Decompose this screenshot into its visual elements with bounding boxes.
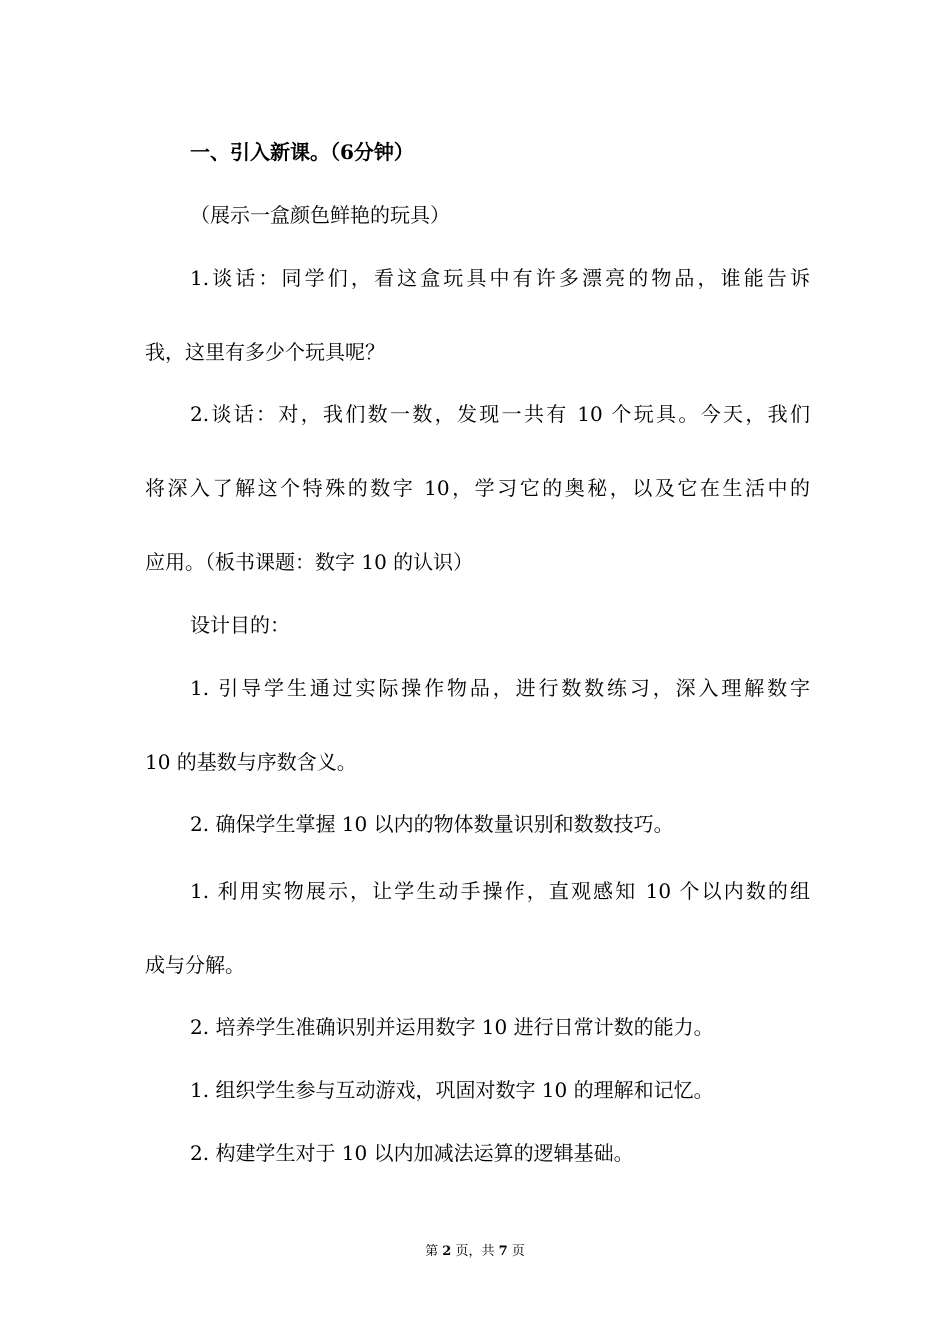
paragraph-talk-1-line-1: 1.谈话：同学们，看这盒玩具中有许多漂亮的物品，谁能告诉 — [190, 266, 810, 290]
paragraph-goal-3-line-2: 成与分解。 — [145, 953, 245, 977]
paragraph-goal-1-line-2: 10 的基数与序数含义。 — [145, 750, 357, 774]
paragraph-talk-1-line-2: 我，这里有多少个玩具呢？ — [145, 340, 385, 364]
paragraph-talk-2-line-2: 将深入了解这个特殊的数字 10，学习它的奥秘，以及它在生活中的 — [145, 476, 810, 500]
paragraph-goal-5: 1. 组织学生参与互动游戏，巩固对数字 10 的理解和记忆。 — [190, 1078, 714, 1102]
paragraph-toy-display: （展示一盒颜色鲜艳的玩具） — [190, 203, 450, 227]
paragraph-design-purpose: 设计目的： — [190, 613, 290, 637]
section-heading: 一、引入新课。（6分钟） — [190, 140, 414, 164]
footer-middle: 页，共 — [455, 1244, 495, 1259]
paragraph-goal-4: 2. 培养学生准确识别并运用数字 10 进行日常计数的能力。 — [190, 1015, 714, 1039]
paragraph-goal-2: 2. 确保学生掌握 10 以内的物体数量识别和数数技巧。 — [190, 812, 674, 836]
paragraph-goal-6: 2. 构建学生对于 10 以内加减法运算的逻辑基础。 — [190, 1141, 634, 1165]
paragraph-goal-3-line-1: 1. 利用实物展示，让学生动手操作，直观感知 10 个以内数的组 — [190, 879, 810, 903]
paragraph-talk-2-line-3: 应用。（板书课题：数字 10 的认识） — [145, 550, 474, 574]
footer-total-pages: 7 — [498, 1244, 508, 1259]
paragraph-goal-1-line-1: 1. 引导学生通过实际操作物品，进行数数练习，深入理解数字 — [190, 676, 810, 700]
footer-prefix: 第 — [425, 1244, 439, 1259]
paragraph-talk-2-line-1: 2.谈话：对，我们数一数，发现一共有 10 个玩具。今天，我们 — [190, 402, 810, 426]
page-footer — [0, 1243, 950, 1261]
footer-suffix: 页 — [511, 1244, 525, 1259]
footer-current-page: 2 — [442, 1244, 452, 1259]
